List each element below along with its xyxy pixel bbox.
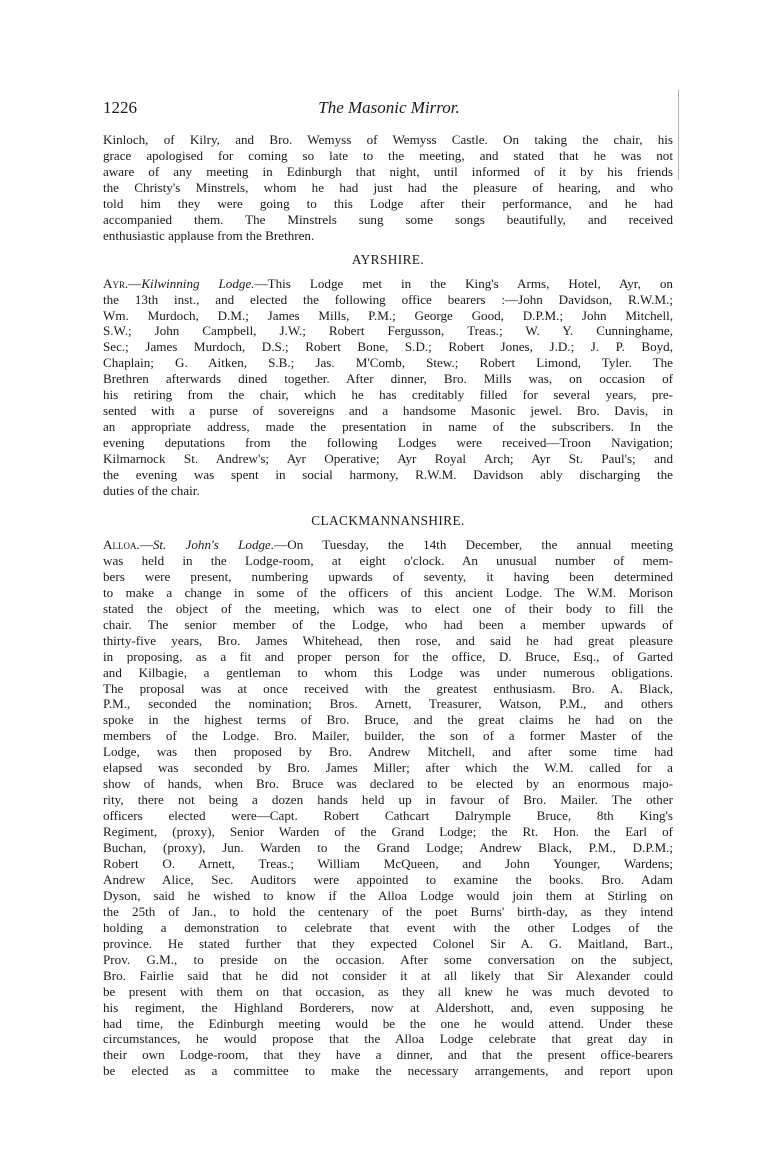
lead-dash: — (139, 536, 153, 552)
text-line: bers were present, numbering upwards of seventy, it having been determined (103, 568, 673, 584)
lead-rest: —This Lodge met in the King's Arms, Hotel, Ayr, on (254, 275, 673, 291)
text-line: show of hands, when Bro. Bruce was declared to be elected by an enormous majo- (103, 776, 673, 792)
text-line: in proposing, as a fit and proper person for the office, D. Bruce, Esq., of Garted (103, 648, 673, 664)
text-line: Andrew Alice, Sec. Auditors were appointed to examine the books. Bro. Adam (103, 871, 673, 887)
text-line: spoke in the highest terms of Bro. Bruce, and the great claims he had on the (103, 712, 673, 728)
text-line: S.W.; John Campbell, J.W.; Robert Fergusson, Treas.; W. Y. Cunninghame, (103, 323, 673, 339)
text-line: told him they were going to this Lodge after their performance, and he had (103, 195, 673, 211)
text-line: duties of the chair. (103, 483, 200, 499)
text-line: aware of any meeting in Edinburgh that night, until informed of it by his friends (103, 163, 673, 179)
text-line: chair. The senior member of the Lodge, who had been a member upwards of (103, 616, 673, 632)
page-number: 1226 (103, 98, 137, 117)
text-line: his regiment, the Highland Borderers, now at Aldershott, and, even supposing he (103, 999, 673, 1015)
text-line: P.M., seconded the nomination; Bros. Arnett, Treasurer, Watson, P.M., and others (103, 696, 673, 712)
text-line: stated the object of the meeting, which was to elect one of their body to fill the (103, 600, 673, 616)
text-line: Robert O. Arnett, Treas.; William McQueen, and John Younger, Wardens; (103, 855, 673, 871)
text-line: grace apologised for coming so late to the meeting, and stated that he was not (103, 147, 673, 163)
text-line: Wm. Murdoch, D.M.; James Mills, P.M.; George Good, D.P.M.; John Mitchell, (103, 307, 673, 323)
text-line: Dyson, said he wished to know if the Alloa Lodge would join them at Stirling on (103, 887, 673, 903)
text-line: the 13th inst., and elected the following office bearers :—John Davidson, R.W.M.; (103, 291, 673, 307)
lodge-name: Kilwinning Lodge. (141, 275, 255, 291)
text-line-lead (103, 276, 673, 292)
text-line: had time, the Edinburgh meeting would be the one he would attend. Under these (103, 1015, 673, 1031)
text-line: was held in the Lodge-room, at eight o'clock. An unusual number of mem- (103, 552, 673, 568)
text-line: Lodge, was then proposed by Bro. Andrew Mitchell, and after some time had (103, 744, 673, 760)
text-line: thirty-five years, Bro. James Whitehead, then rose, and said he had great pleasure (103, 632, 673, 648)
text-line: The proposal was at once received with the greatest enthusiasm. Bro. A. Black, (103, 680, 673, 696)
place-name: Ayr. (103, 275, 129, 291)
text-line: his retiring from the chair, which he has creditably filled for several years, pre- (103, 387, 673, 403)
text-line: officers elected were—Capt. Robert Cathcart Dalrymple Bruce, 8th King's (103, 808, 673, 824)
text-line: circumstances, he would propose that the Alloa Lodge celebrate that great day in (103, 1031, 673, 1047)
text-line: rity, there not being a dozen hands held up in favour of Bro. Mailer. The other (103, 792, 673, 808)
text-line: Kinloch, of Kilry, and Bro. Wemyss of Wemyss Castle. On taking the chair, his (103, 132, 673, 147)
lodge-name: St. John's Lodge. (152, 536, 275, 552)
section-heading-clackmannanshire: CLACKMANNANSHIRE. (311, 512, 465, 528)
text-line: province. He stated further that they expected Colonel Sir A. G. Maitland, Bart., (103, 935, 673, 951)
body-text (103, 132, 673, 1079)
text-line: to make a change in some of the officers of this ancient Lodge. The W.M. Morison (103, 584, 673, 600)
text-line: Bro. Fairlie said that he did not consider it at all likely that Sir Alexander could (103, 967, 673, 983)
text-line: Brethren afterwards dined together. After dinner, Bro. Mills was, on occasion of (103, 371, 673, 387)
ayrshire-paragraph (103, 276, 673, 499)
section-heading-ayrshire: AYRSHIRE. (351, 251, 425, 267)
text-line: elapsed was seconded by Bro. James Miller; after which the W.M. called for a (103, 760, 673, 776)
text-line: their own Lodge-room, that they have a dinner, and that the present office-bearers (103, 1047, 673, 1063)
text-line: an appropriate address, made the presentation in name of the subscribers. In the (103, 419, 673, 435)
lead-rest: —On Tuesday, the 14th December, the annual meeting (274, 536, 673, 552)
text-line: the evening was spent in social harmony, R.W.M. Davidson ably discharging the (103, 467, 673, 483)
text-line: Sec.; James Murdoch, D.S.; Robert Bone, S.D.; Robert Jones, J.D.; J. P. Boyd, (103, 339, 673, 355)
text-line: be present with them on that occasion, as they all knew he was much devoted to (103, 983, 673, 999)
text-line: and Kilbagie, a gentleman to whom this Lodge was under numerous obligations. (103, 664, 673, 680)
text-line: sented with a purse of sovereigns and a handsome Masonic jewel. Bro. Davis, in (103, 403, 673, 419)
page-edge-rule (678, 90, 679, 180)
text-line: Kilmarnock St. Andrew's; Ayr Operative; Ayr Royal Arch; Ayr St. Paul's; and (103, 451, 673, 467)
text-line: Regiment, (proxy), Senior Warden of the Grand Lodge; the Rt. Hon. the Earl of (103, 824, 673, 840)
intro-paragraph (103, 132, 673, 244)
page-header (103, 98, 675, 122)
text-line: evening deputations from the following Lodges were received—Troon Navigation; (103, 435, 673, 451)
running-title: The Masonic Mirror. (318, 98, 460, 117)
clackmannanshire-paragraph (103, 537, 673, 1079)
text-line: accompanied them. The Minstrels sung some songs beautifully, and received (103, 211, 673, 227)
text-line: enthusiastic applause from the Brethren. (103, 227, 315, 243)
text-line: holding a demonstration to celebrate that event with the other Lodges of the (103, 919, 673, 935)
text-line: Buchan, (proxy), Jun. Warden to the Grand Lodge; Andrew Black, P.M., D.P.M.; (103, 840, 673, 856)
text-line-lead (103, 537, 673, 553)
lead-dash: — (128, 275, 142, 291)
text-line: the Christy's Minstrels, whom he had just had the pleasure of hearing, and who (103, 179, 673, 195)
text-line: Chaplain; G. Aitken, S.B.; Jas. M'Comb, Stew.; Robert Limond, Tyler. The (103, 355, 673, 371)
text-line: be elected as a committee to make the necessary arrangements, and report upon (103, 1063, 673, 1079)
text-line: members of the Lodge. Bro. Mailer, builder, the son of a former Master of the (103, 728, 673, 744)
place-name: Alloa. (103, 536, 140, 552)
text-line: Prov. G.M., to preside on the occasion. After some conversation on the subject, (103, 951, 673, 967)
text-line: the 25th of Jan., to hold the centenary of the poet Burns' birth-day, as they intend (103, 903, 673, 919)
